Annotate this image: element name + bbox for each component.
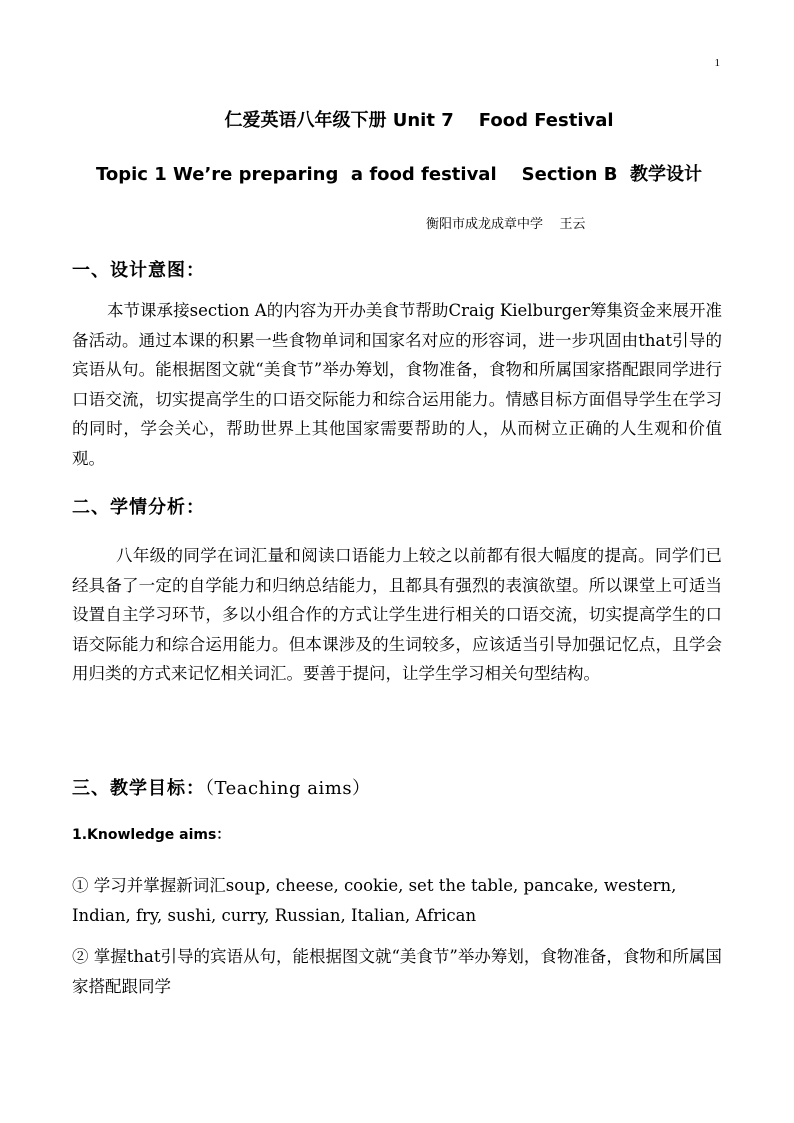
- section-heading-student-analysis: 二、学情分析：: [72, 497, 205, 518]
- knowledge-item-1: ① 学习并掌握新词汇soup, cheese, cookie, set the table, pancake, western, Indian, fry, sushi, curry, Russian, Italian, African: [72, 876, 677, 925]
- page-number: 1: [714, 57, 720, 69]
- section-heading-teaching-aims: [72, 774, 371, 800]
- knowledge-aims-heading: 1.Knowledge aims：: [72, 827, 231, 843]
- section-heading-teaching-aims-cn: 三、教学目标：: [72, 778, 205, 799]
- section-heading-teaching-aims-en: （Teaching aims）: [205, 778, 371, 799]
- section-paragraph-student-analysis: 八年级的同学在词汇量和阅读口语能力上较之以前都有很大幅度的提高。同学们已经具备了一定的自学能力和归纳总结能力，且都具有强烈的表演欲望。所以课堂上可适当设置自主学习环节，多以小组合作的方式让学生进行相关的口语交流，切实提高学生的口语交际能力和综合运用能力。但本课涉及的生词较多，应该适当引导加强记忆点，且学会用归类的方式来记忆相关词汇。要善于提问，让学生学习相关句型结构。: [72, 546, 722, 683]
- section-paragraph-design-intent: 本节课承接section A的内容为开办美食节帮助Craig Kielburger筹集资金来展开准备活动。通过本课的积累一些食物单词和国家名对应的形容词，进一步巩固由that引导的宾语从句。能根据图文就“美食节”举办筹划，食物准备，食物和所属国家搭配跟同学进行口语交流，切实提高学生的口语交际能力和综合运用能力。情感目标方面倡导学生在学习的同时，学会关心，帮助世界上其他国家需要帮助的人，从而树立正确的人生观和价值观。: [72, 301, 722, 468]
- document-subtitle: Topic 1 We’re preparing a food festival Section B 教学设计: [95, 164, 702, 185]
- author-line: 衡阳市成龙成章中学 王云: [426, 217, 586, 232]
- knowledge-item-2: ② 掌握that引导的宾语从句，能根据图文就“美食节”举办筹划，食物准备，食物和所属国家搭配跟同学: [72, 947, 722, 996]
- document-title: 仁爱英语八年级下册 Unit 7 Food Festival: [224, 110, 614, 131]
- section-heading-design-intent: 一、设计意图：: [72, 260, 205, 281]
